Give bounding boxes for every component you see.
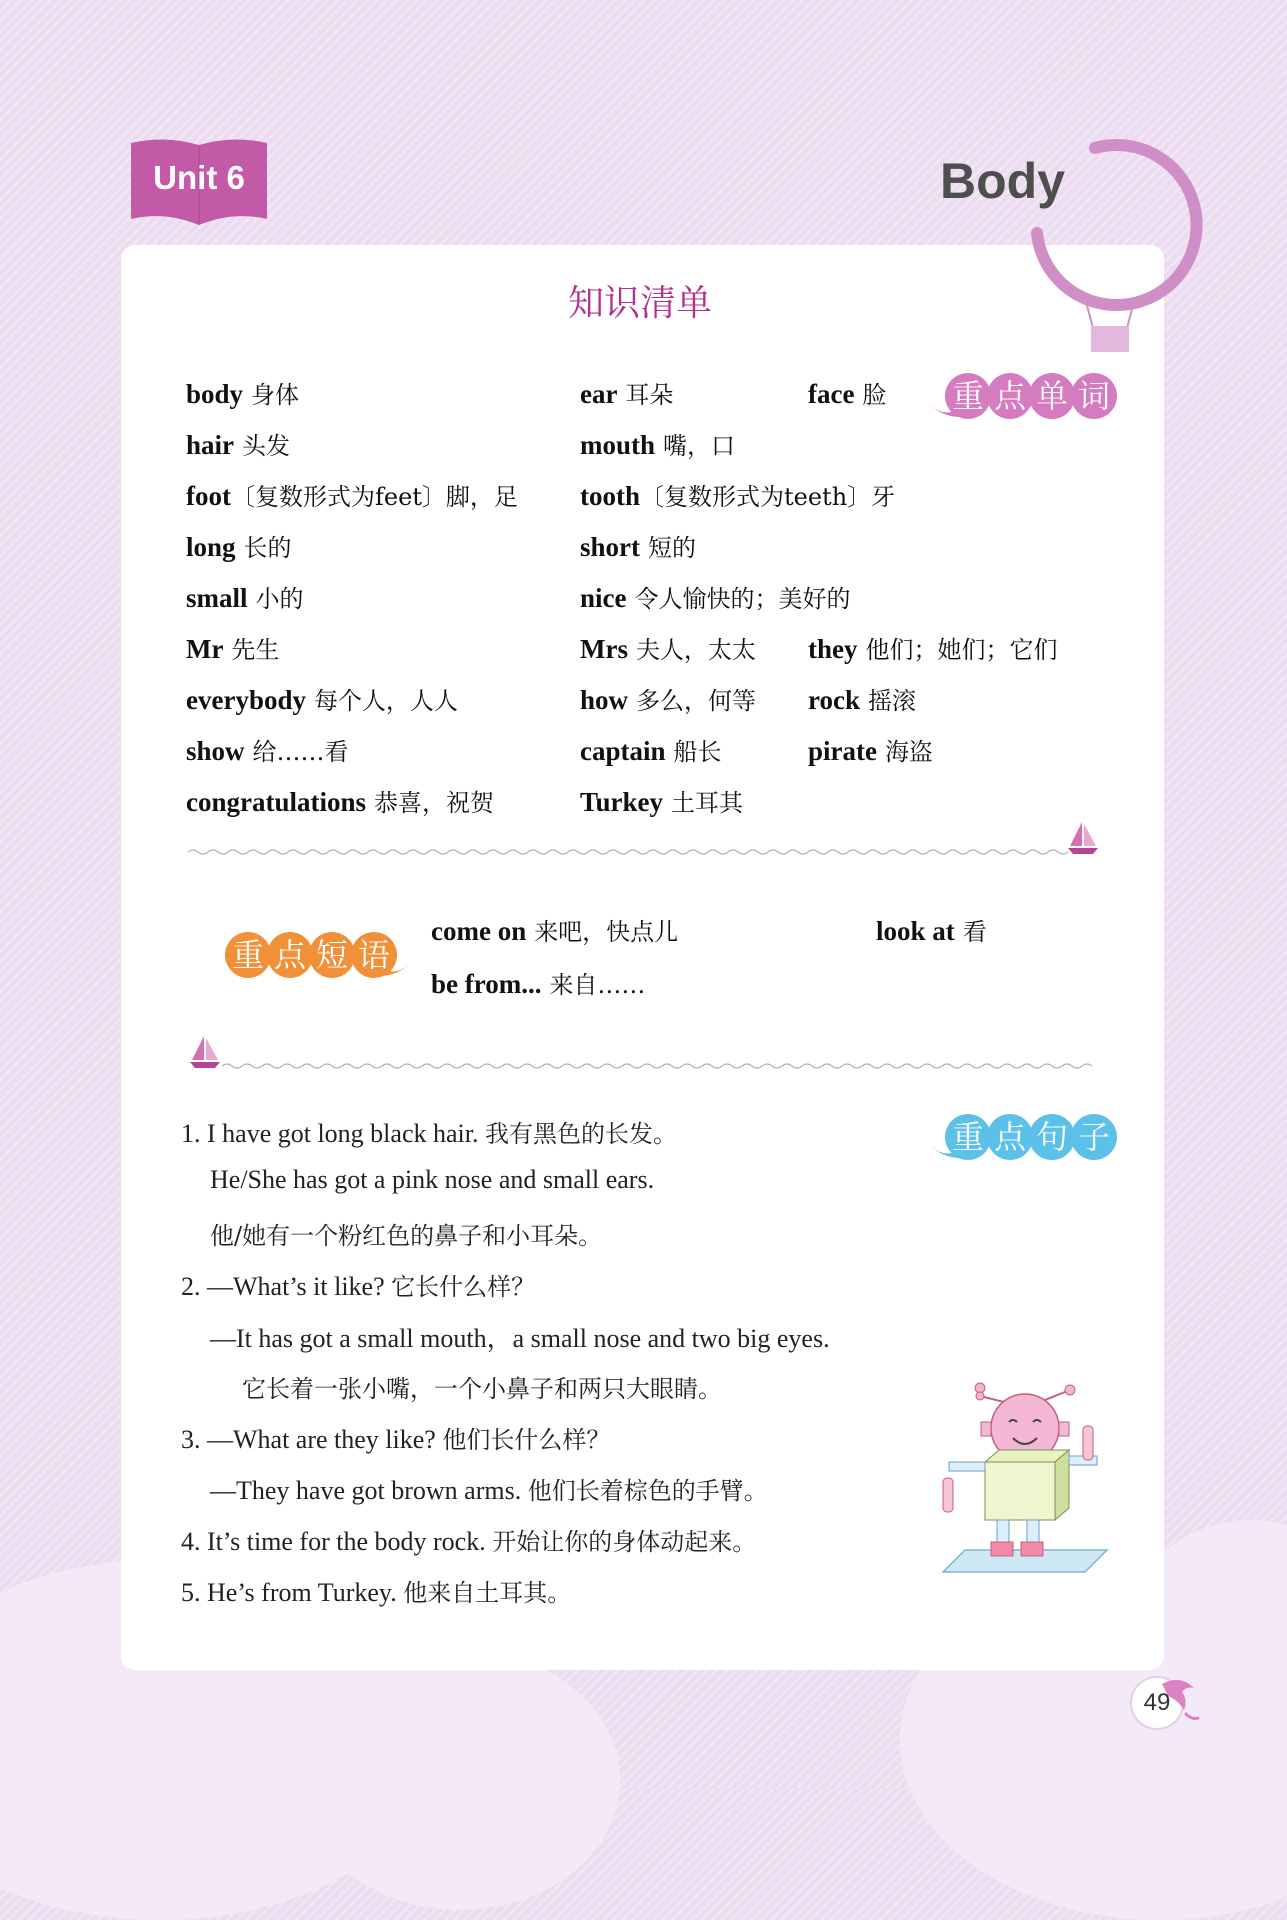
vocab-en: pirate	[808, 736, 877, 766]
sentence-line	[210, 1471, 768, 1506]
vocab-zh: 恭喜，祝贺	[373, 789, 494, 817]
vocab-en: captain	[580, 736, 666, 766]
vocab-zh: 耳朵	[625, 381, 674, 409]
sentence-en: —They have got brown arms.	[210, 1476, 522, 1505]
phrase-zh: 看	[962, 918, 987, 946]
vocab-en: long	[186, 532, 236, 562]
sentence-en: 2. —What’s it like?	[181, 1272, 385, 1301]
sentence-line	[181, 1522, 756, 1557]
badge-char: 点	[267, 932, 313, 978]
vocab-en: hair	[186, 430, 235, 460]
badge-char: 点	[987, 373, 1033, 419]
vocab-en: they	[808, 634, 858, 664]
vocab-item	[580, 579, 850, 614]
wavy-divider	[188, 848, 1068, 856]
vocab-item	[808, 732, 933, 767]
vocab-item	[186, 528, 291, 563]
vocab-zh: 小的	[255, 585, 304, 613]
sentence-line	[181, 1573, 571, 1608]
vocab-zh: 海盗	[884, 738, 933, 766]
key-words-badge	[945, 373, 1113, 423]
vocab-zh: 多么，何等	[635, 687, 756, 715]
vocab-zh: 〔复数形式为feet〕脚，足	[230, 483, 518, 511]
badge-char: 语	[351, 932, 397, 978]
sentence-en: He/She has got a pink nose and small ears.	[210, 1165, 655, 1194]
phrase-item	[431, 912, 678, 947]
sentence-line	[181, 1267, 535, 1302]
vocab-en: how	[580, 685, 629, 715]
vocab-en: everybody	[186, 685, 306, 715]
sentence-en: 5. He’s from Turkey.	[181, 1578, 397, 1607]
vocab-item	[186, 732, 348, 767]
vocab-zh: 脸	[862, 381, 887, 409]
sentence-en: 3. —What are they like?	[181, 1425, 436, 1454]
vocab-item	[580, 426, 735, 461]
badge-char: 点	[987, 1114, 1033, 1160]
vocab-en: Mr	[186, 634, 224, 664]
vocab-zh: 先生	[231, 636, 280, 664]
badge-char: 短	[309, 932, 355, 978]
vocab-item	[580, 630, 756, 665]
sentence-line	[181, 1420, 610, 1455]
vocab-zh: 嘴，口	[662, 432, 735, 460]
sentence-line	[181, 1114, 677, 1149]
vocab-item	[186, 579, 303, 614]
sentence-line	[210, 1165, 654, 1195]
sentence-zh: 他来自土耳其。	[403, 1579, 572, 1607]
vocab-zh: 夫人，太太	[635, 636, 756, 664]
sentence-en: 1. I have got long black hair.	[181, 1119, 479, 1148]
vocab-item	[580, 528, 696, 563]
vocab-en: face	[808, 379, 855, 409]
sentence-en: 4. It’s time for the body rock.	[181, 1527, 486, 1556]
badge-char: 单	[1029, 373, 1075, 419]
vocab-item	[580, 783, 743, 818]
vocab-item	[580, 732, 721, 767]
sailboat-icon	[1066, 820, 1100, 856]
phrase-item	[876, 912, 987, 947]
vocab-en: mouth	[580, 430, 656, 460]
sentence-zh: 它长什么样？	[391, 1273, 536, 1301]
vocab-zh: 每个人，人人	[313, 687, 458, 715]
unit-label: Unit 6	[153, 159, 245, 196]
badge-char: 句	[1029, 1114, 1075, 1160]
page-number-badge	[1122, 1670, 1202, 1740]
vocab-en: tooth	[580, 481, 640, 511]
sentence-line	[210, 1216, 602, 1251]
vocab-item	[186, 783, 494, 818]
unit-title: Body	[940, 153, 1065, 209]
sentence-zh: 我有黑色的长发。	[484, 1120, 677, 1148]
vocab-zh: 〔复数形式为teeth〕牙	[640, 483, 896, 511]
sentence-zh: 他们长着棕色的手臂。	[527, 1477, 768, 1505]
vocab-zh: 土耳其	[670, 789, 743, 817]
vocab-zh: 令人愉快的；美好的	[634, 585, 851, 613]
vocab-item	[580, 681, 756, 716]
badge-char: 重	[945, 1114, 991, 1160]
vocab-zh: 长的	[243, 534, 292, 562]
badge-char: 重	[225, 932, 271, 978]
vocab-en: congratulations	[186, 787, 367, 817]
vocab-en: show	[186, 736, 245, 766]
sentence-zh: 他/她有一个粉红色的鼻子和小耳朵。	[210, 1222, 603, 1250]
vocab-zh: 头发	[241, 432, 290, 460]
vocab-en: short	[580, 532, 640, 562]
sentence-zh: 它长着一张小嘴，一个小鼻子和两只大眼睛。	[242, 1375, 722, 1403]
vocab-zh: 船长	[673, 738, 722, 766]
vocab-zh: 给……看	[252, 738, 349, 766]
sentence-en: —It has got a small mouth，a small nose and two big eyes.	[210, 1324, 830, 1353]
sentence-line	[242, 1369, 722, 1404]
badge-char: 词	[1071, 373, 1117, 419]
sailboat-icon	[188, 1034, 222, 1070]
vocab-item	[186, 426, 290, 461]
phrase-zh: 来自……	[549, 971, 646, 999]
vocab-item	[808, 375, 886, 410]
vocab-en: body	[186, 379, 244, 409]
phrase-zh: 来吧，快点儿	[534, 918, 679, 946]
phrase-item	[431, 965, 645, 1000]
vocab-en: Turkey	[580, 787, 664, 817]
vocab-zh: 短的	[647, 534, 696, 562]
vocab-item	[580, 477, 895, 512]
vocab-en: rock	[808, 685, 860, 715]
section-title: 知识清单	[567, 283, 712, 324]
sentence-zh: 他们长什么样？	[442, 1426, 611, 1454]
vocab-item	[808, 630, 1057, 665]
vocab-item	[186, 375, 299, 410]
key-phrases-badge	[225, 932, 393, 982]
hot-air-balloon-icon	[1025, 138, 1205, 368]
wavy-divider	[222, 1062, 1098, 1070]
phrase-en: come on	[431, 916, 527, 946]
key-sentences-badge	[945, 1114, 1113, 1164]
robot-illustration	[935, 1378, 1115, 1584]
vocab-item	[186, 477, 518, 512]
vocab-item	[186, 630, 279, 665]
sentence-line	[210, 1318, 830, 1355]
badge-char: 重	[945, 373, 991, 419]
page-number: 49	[1143, 1689, 1171, 1716]
unit-tag	[125, 135, 273, 231]
badge-char: 子	[1071, 1114, 1117, 1160]
vocab-en: Mrs	[580, 634, 628, 664]
vocab-zh: 他们；她们；它们	[865, 636, 1058, 664]
vocab-zh: 身体	[251, 381, 299, 409]
cloud-decoration-left-2	[300, 1650, 620, 1910]
vocab-item	[580, 375, 673, 410]
vocab-en: foot	[186, 481, 231, 511]
vocab-en: nice	[580, 583, 627, 613]
phrase-en: look at	[876, 916, 955, 946]
phrase-en: be from...	[431, 969, 542, 999]
vocab-item	[808, 681, 916, 716]
vocab-zh: 摇滚	[867, 687, 916, 715]
sentence-zh: 开始让你的身体动起来。	[492, 1528, 757, 1556]
vocab-en: ear	[580, 379, 618, 409]
vocab-item	[186, 681, 458, 716]
vocab-en: small	[186, 583, 248, 613]
